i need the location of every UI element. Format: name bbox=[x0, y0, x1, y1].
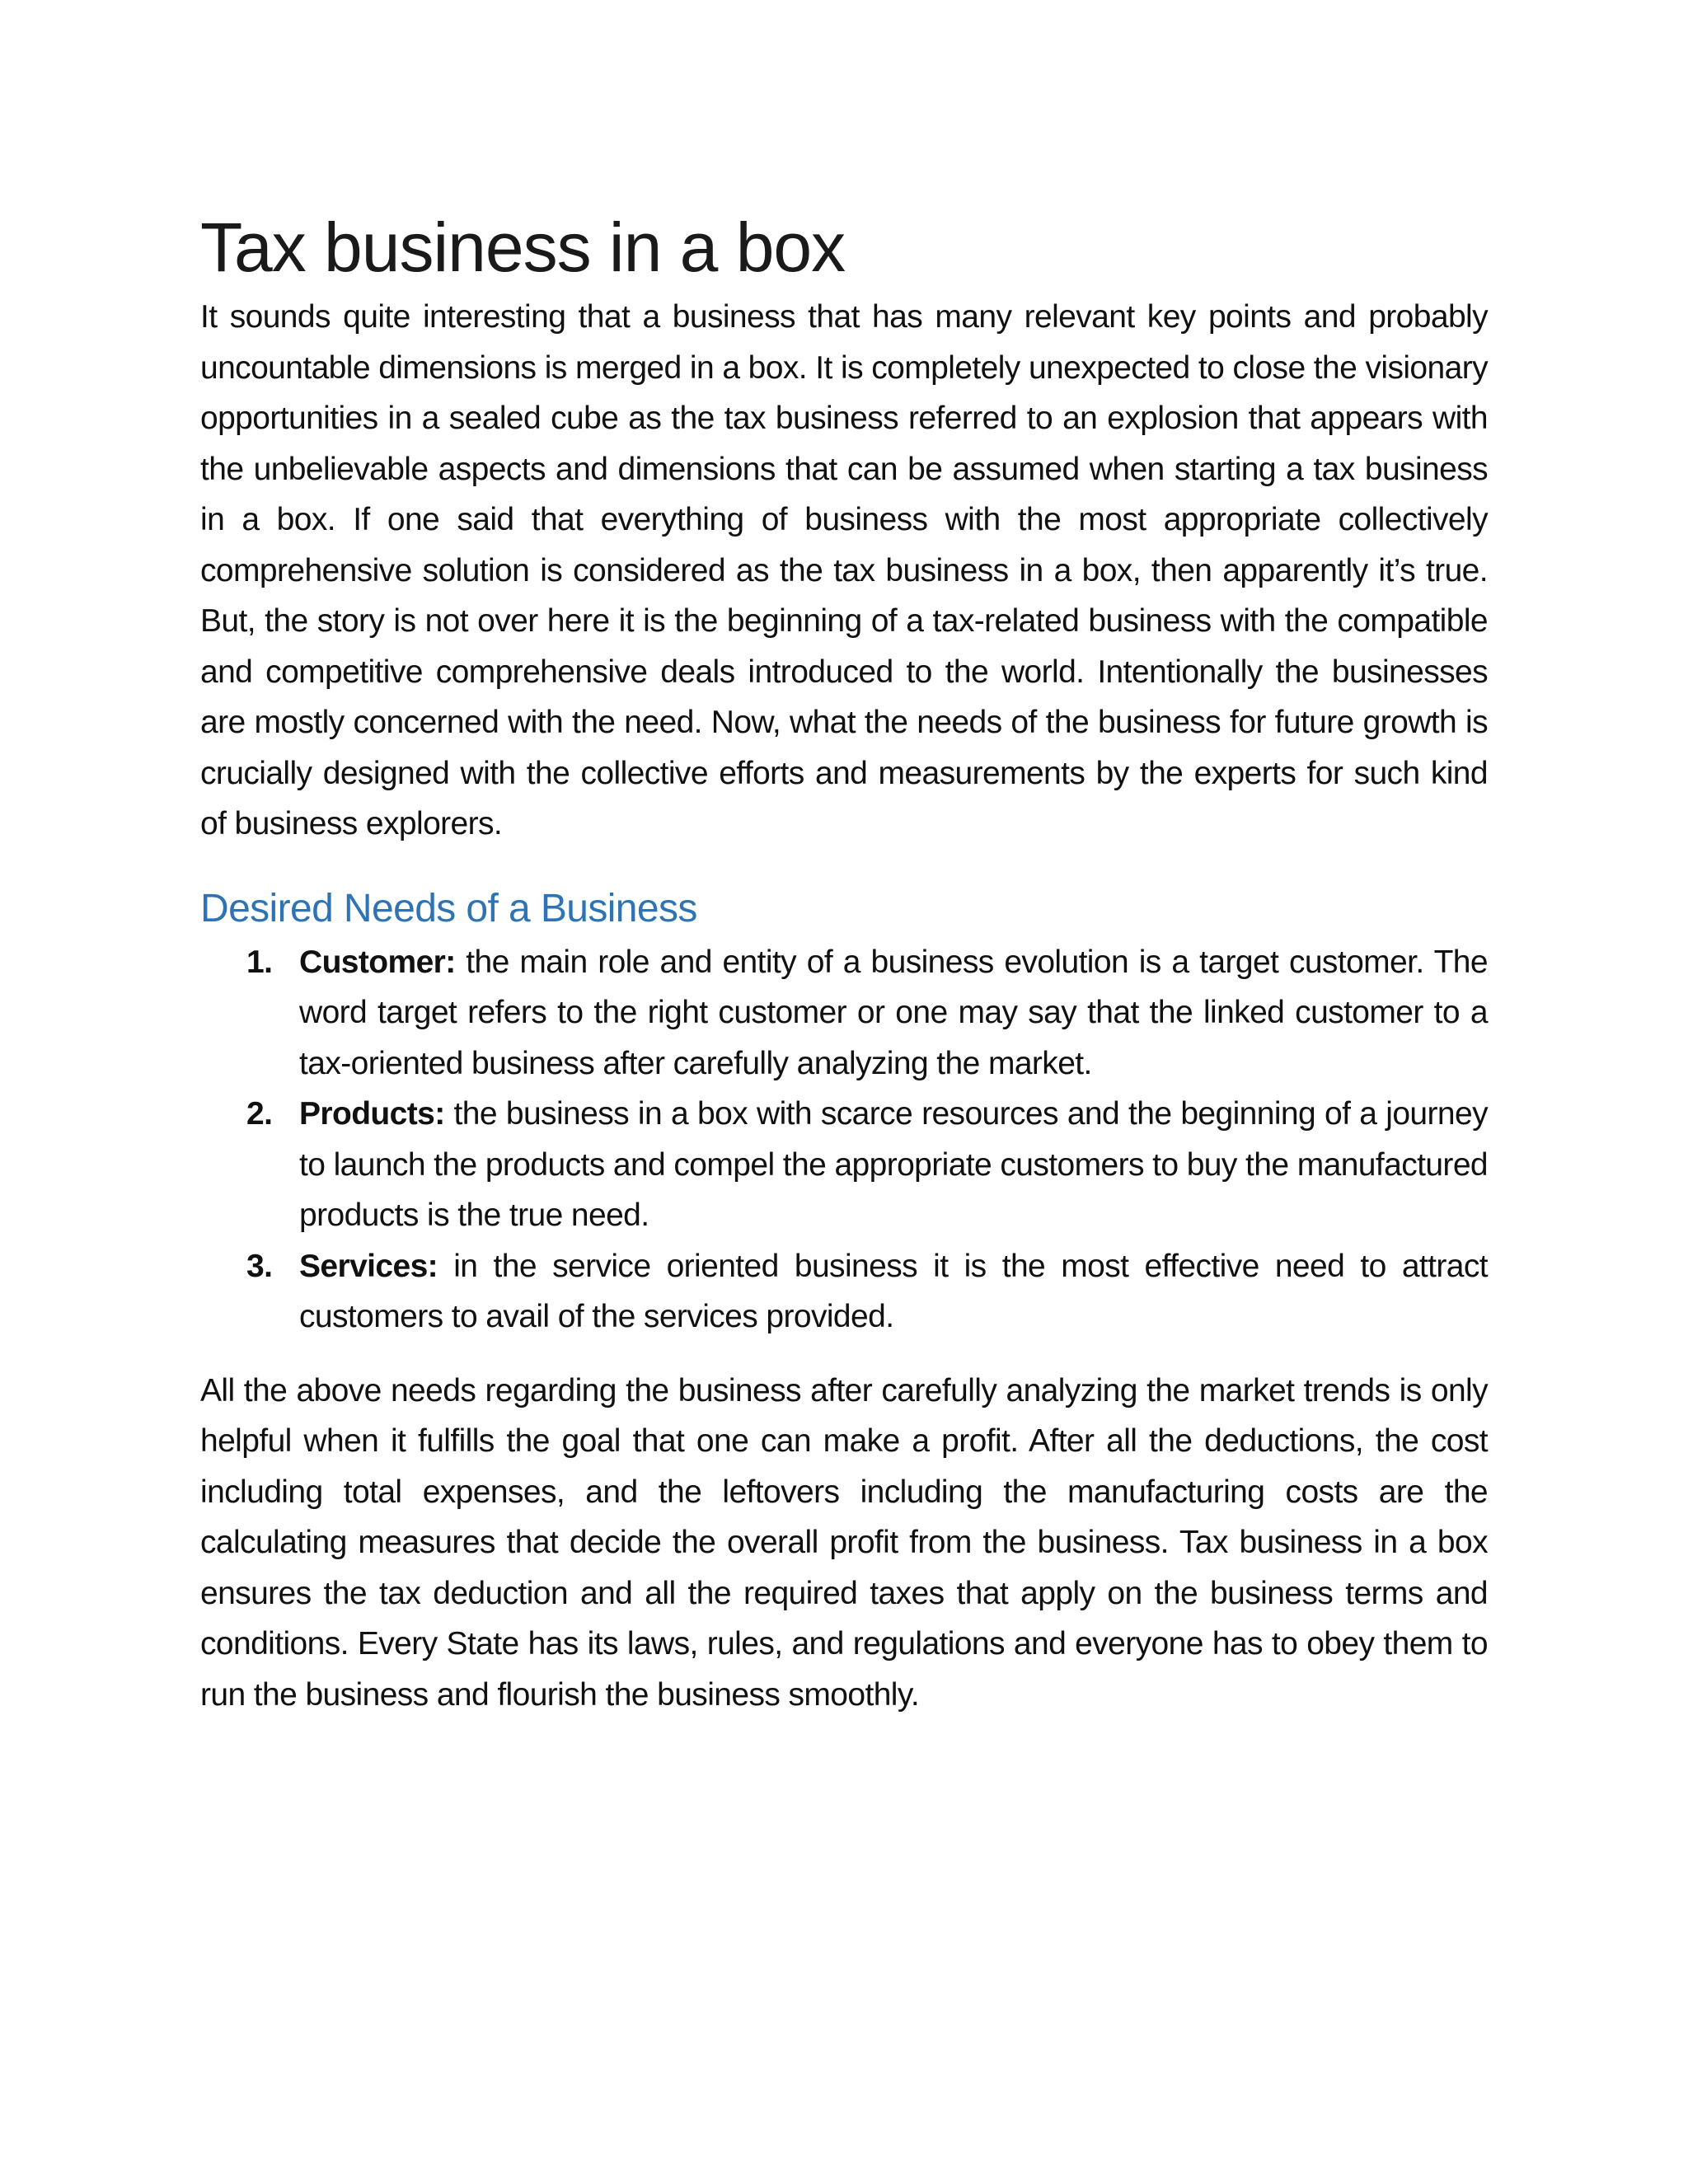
document-page bbox=[200, 206, 1488, 1720]
list-number: 2. bbox=[246, 1096, 273, 1132]
needs-list bbox=[200, 937, 1488, 1343]
need-description: in the service oriented business it is the most effective need to attract customers to avail of the services provided. bbox=[299, 1248, 1488, 1334]
conclusion-paragraph: All the above needs regarding the business after carefully analyzing the market trends is only helpful when it fulfills the goal that one can make a profit. After all the deductions, the cost including total expenses, and the leftovers including the manufacturing costs are the calculating measures that decide the overall profit from the business. Tax business in a box ensures the tax deduction and all the required taxes that apply on the business terms and conditions. Every State has its laws, rules, and regulations and everyone has to obey them to run the business and flourish the business smoothly. bbox=[200, 1372, 1488, 1713]
need-term: Products: bbox=[299, 1096, 445, 1132]
need-term: Customer: bbox=[299, 944, 456, 980]
list-item-services bbox=[200, 1241, 1488, 1343]
need-description: the business in a box with scarce resources and the beginning of a journey to launch the products and compel the appropriate customers to buy the manufactured products is the true need. bbox=[299, 1096, 1488, 1233]
list-item-products bbox=[200, 1089, 1488, 1241]
intro-paragraph: It sounds quite interesting that a business that has many relevant key points and probably uncountable dimensions is merged in a box. It is completely unexpected to close the visionary opportunities in a sealed cube as the tax business referred to an explosion that appears with the unbelievable aspects and dimensions that can be assumed when starting a tax business in a box. If one said that everything of business with the most appropriate collectively comprehensive solution is considered as the tax business in a box, then apparently it’s true. But, the story is not over here it is the beginning of a tax-related business with the compatible and competitive comprehensive deals introduced to the world. Intentionally the businesses are mostly concerned with the need. Now, what the needs of the business for future growth is crucially designed with the collective efforts and measurements by the experts for such kind of business explorers. bbox=[200, 299, 1488, 841]
list-number: 3. bbox=[246, 1248, 273, 1284]
section-heading: Desired Needs of a Business bbox=[200, 886, 697, 930]
need-term: Services: bbox=[299, 1248, 438, 1284]
document-title: Tax business in a box bbox=[200, 209, 846, 286]
list-number: 1. bbox=[246, 944, 273, 980]
list-item-customer bbox=[200, 937, 1488, 1090]
need-description: the main role and entity of a business evolution is a target customer. The word target refers to the right customer or one may say that the linked customer to a tax-oriented business after carefully analyzing the market. bbox=[299, 944, 1488, 1081]
